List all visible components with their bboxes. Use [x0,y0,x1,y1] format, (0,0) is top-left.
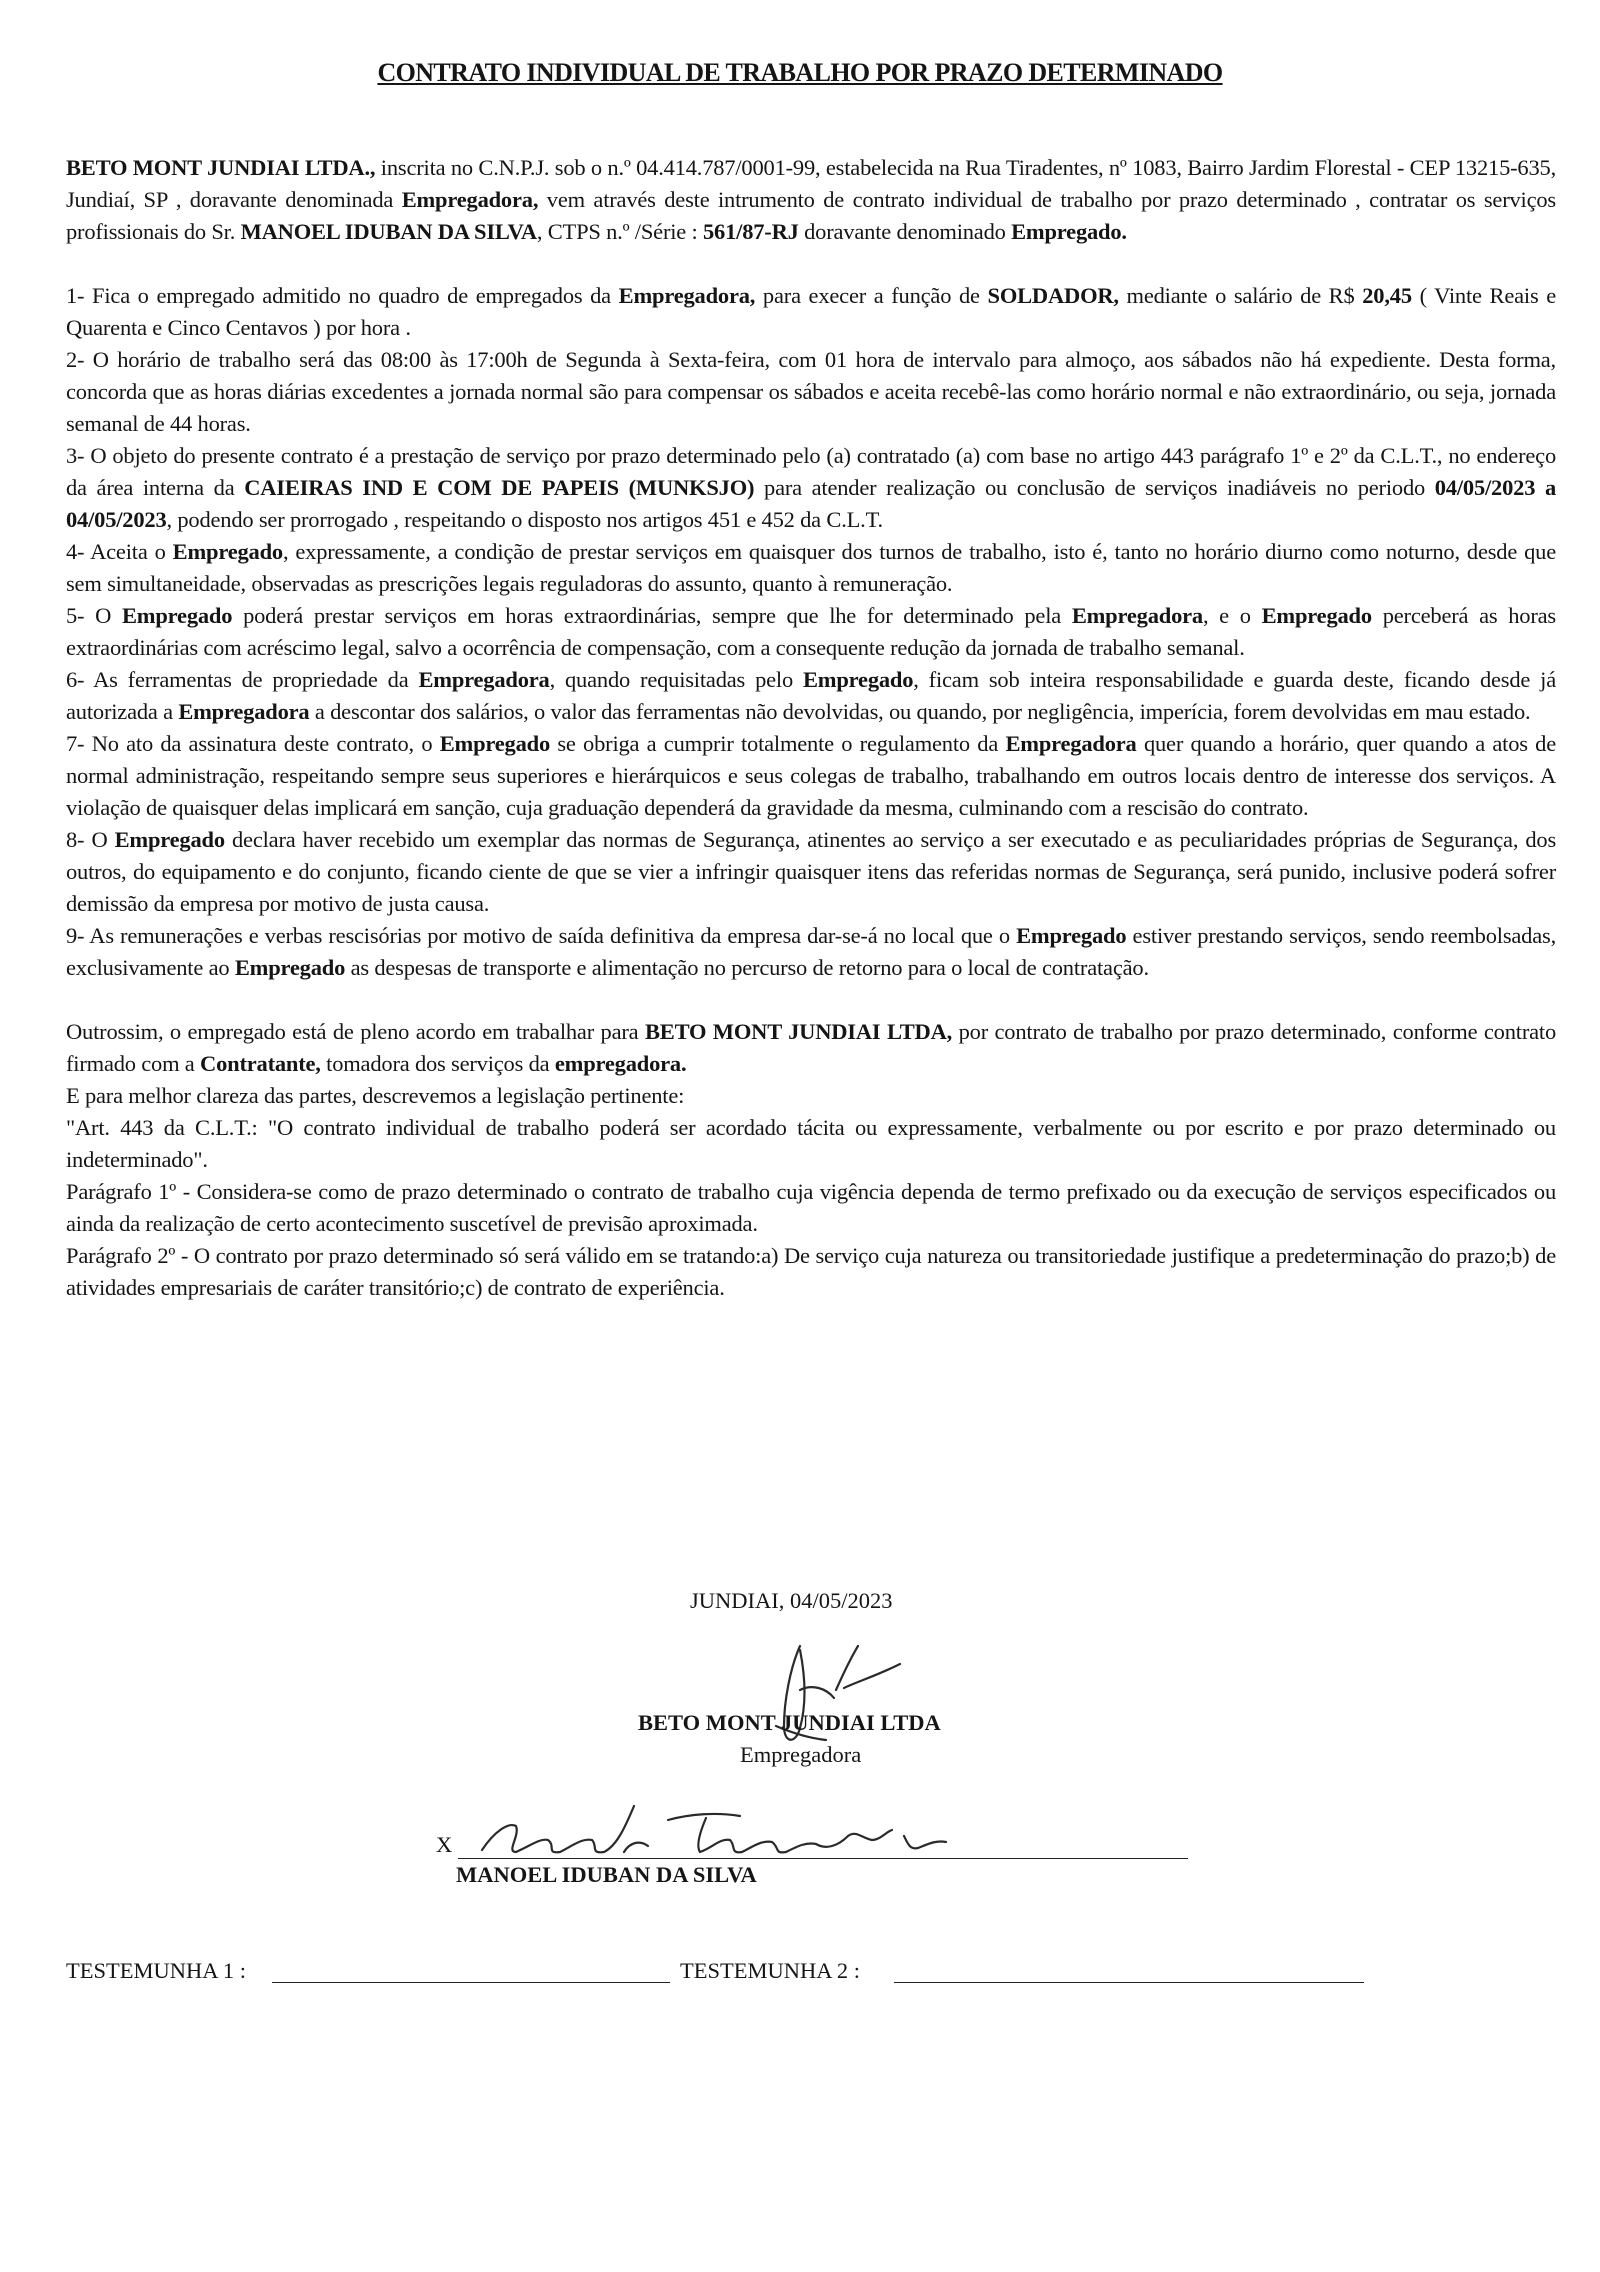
clause-6: 6- As ferramentas de propriedade da Empregadora, quando requisitadas pelo Empregado, ficam sob inteira responsabilidade e guarda deste, ficando desde já autorizada a Empregadora a descontar dos salários, o valor das ferramentas não devolvidas, ou quando, por negligência, imperícia, forem devolvidas em mau estado. [66,667,1556,724]
contract-body [66,152,1556,1304]
clause-3: 3- O objeto do presente contrato é a prestação de serviço por prazo determinado pelo (a) contratado (a) com base no artigo 443 parágrafo 1º e 2º da C.L.T., no endereço da área interna da CAIEIRAS IND E COM DE PAPEIS (MUNKSJO) para atender realização ou conclusão de serviços inadiáveis no periodo 04/05/2023 a 04/05/2023, podendo ser prorrogado , respeitando o disposto nos artigos 451 e 452 da C.L.T. [66,443,1556,532]
paragraph-2: Parágrafo 2º - O contrato por prazo determinado só será válido em se tratando:a) De serviço cuja natureza ou transitoriedade justifique a predeterminação do prazo;b) de atividades empresariais de caráter transitório;c) de contrato de experiência. [66,1243,1556,1300]
witness-1-line [272,1982,670,1983]
clause-9: 9- As remunerações e verbas rescisórias por motivo de saída definitiva da empresa dar-se-á no local que o Empregado estiver prestando serviços, sendo reembolsadas, exclusivamente ao Empregado as despesas de transporte e alimentação no percurso de retorno para o local de contratação. [66,923,1556,980]
article-443: "Art. 443 da C.L.T.: "O contrato individual de trabalho poderá ser acordado tácita ou expressamente, verbalmente ou por escrito e por prazo determinado ou indeterminado". [66,1115,1556,1172]
date-line: JUNDIAI, 04/05/2023 [690,1588,893,1613]
page-title: CONTRATO INDIVIDUAL DE TRABALHO POR PRAZO DETERMINADO [377,58,1223,87]
clause-8: 8- O Empregado declara haver recebido um exemplar das normas de Segurança, atinentes ao serviço a ser executado e as peculiaridades próprias de Segurança, dos outros, do equipamento e do conjunto, ficando ciente de que se vier a infringir quaisquer itens das referidas normas de Segurança, será punido, inclusive poderá sofrer demissão da empresa por motivo de justa causa. [66,827,1557,916]
clause-5: 5- O Empregado poderá prestar serviços em horas extraordinárias, sempre que lhe for determinado pela Empregadora, e o Empregado perceberá as horas extraordinárias com acréscimo legal, salvo a ocorrência de compensação, com a consequente redução da jornada de trabalho semanal. [66,603,1556,660]
employee-signature-line [458,1858,1188,1859]
intro-paragraph: BETO MONT JUNDIAI LTDA., inscrita no C.N.P.J. sob o n.º 04.414.787/0001-99, estabelecida na Rua Tiradentes, nº 1083, Bairro Jardim Florestal - CEP 13215-635, Jundiaí, SP , doravante denominada Empregadora, vem através deste intrumento de contrato individual de trabalho por prazo determinado , contratar os serviços profissionais do Sr. MANOEL IDUBAN DA SILVA, CTPS n.º /Série : 561/87-RJ doravante denominado Empregado. [66,155,1557,244]
clause-2: 2- O horário de trabalho será das 08:00 às 17:00h de Segunda à Sexta-feira, com 01 hora de intervalo para almoço, aos sábados não há expediente. Desta forma, concorda que as horas diárias excedentes a jornada normal são para compensar os sábados e aceita recebê-las como horário normal e não extraordinário, ou seja, jornada semanal de 44 horas. [66,347,1556,436]
employee-signature-icon [482,1806,946,1852]
witness-2-line [894,1982,1364,1983]
clause-1: 1- Fica o empregado admitido no quadro de empregados da Empregadora, para execer a função de SOLDADOR, mediante o salário de R$ 20,45 ( Vinte Reais e Quarenta e Cinco Centavos ) por hora . [66,283,1556,340]
clareza-line: E para melhor clareza das partes, descrevemos a legislação pertinente: [66,1083,685,1108]
employer-signature-role: Empregadora [740,1742,862,1767]
spacer [66,984,1556,1016]
spacer [66,248,1556,280]
witness-1-label: TESTEMUNHA 1 : [66,1958,246,1983]
employee-signature-mark: X [436,1832,453,1857]
outrossim-paragraph: Outrossim, o empregado está de pleno acordo em trabalhar para BETO MONT JUNDIAI LTDA, por contrato de trabalho por prazo determinado, conforme contrato firmado com a Contratante, tomadora dos serviços da empregadora. [66,1019,1556,1076]
clause-7: 7- No ato da assinatura deste contrato, o Empregado se obriga a cumprir totalmente o regulamento da Empregadora quer quando a horário, quer quando a atos de normal administração, respeitando sempre seus superiores e hierárquicos e seus colegas de trabalho, trabalhando em outros locais dentro de interesse dos serviços. A violação de quaisquer delas implicará em sanção, cuja graduação dependerá da gravidade da mesma, culminando com a rescisão do contrato. [66,731,1556,820]
paragraph-1: Parágrafo 1º - Considera-se como de prazo determinado o contrato de trabalho cuja vigência dependa de termo prefixado ou da execução de serviços especificados ou ainda da realização de certo acontecimento suscetível de previsão aproximada. [66,1179,1556,1236]
employee-signature-name: MANOEL IDUBAN DA SILVA [456,1862,757,1887]
clause-4: 4- Aceita o Empregado, expressamente, a condição de prestar serviços em quaisquer dos turnos de trabalho, isto é, tanto no horário diurno como noturno, desde que sem simultaneidade, observadas as prescrições legais reguladoras do assunto, quanto à remuneração. [66,539,1557,596]
witness-2-label: TESTEMUNHA 2 : [680,1958,860,1983]
employer-signature-name: BETO MONT JUNDIAI LTDA [638,1710,941,1735]
